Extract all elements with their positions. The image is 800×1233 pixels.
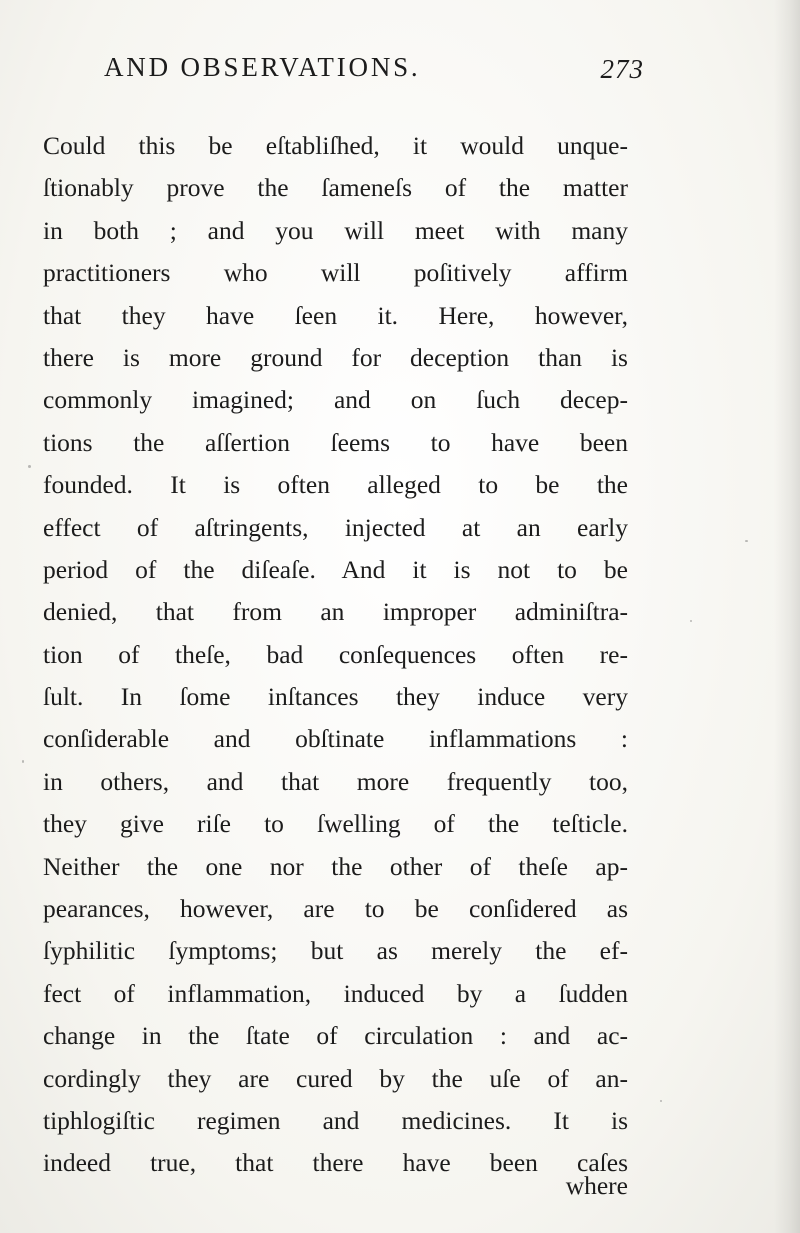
text-line: ſtionably prove the ſameneſs of the matter [43,173,628,203]
page-number: 273 [600,54,644,84]
page-edge-shadow [774,0,800,1233]
text-line: Could this be eſtabliſhed, it would unque- [43,131,628,160]
paper-speck [22,760,24,763]
text-line: in both ; and you will meet with many [43,215,628,245]
text-line: they give riſe to ſwelling of the teſticle. [43,809,628,839]
text-line: practitioners who will poſitively affirm [43,258,628,288]
paper-speck [745,540,748,542]
text-line: ſult. In ſome inſtances they induce very [43,682,628,712]
body-text [43,125,628,1185]
text-line: founded. It is often alleged to be the [43,470,628,500]
text-line: period of the diſeaſe. And it is not to be [43,554,628,584]
running-head [104,52,644,92]
text-line: that they have ſeen it. Here, however, [43,300,628,330]
text-line: pearances, however, are to be conſidered as [43,894,628,924]
paper-speck [28,465,31,468]
text-line: ſyphilitic ſymptoms; but as merely the ef- [43,936,628,966]
text-line: indeed true, that there have been caſes [43,1148,628,1178]
text-line: effect of aſtringents, injected at an early [43,512,628,542]
text-line: cordingly they are cured by the uſe of an- [43,1063,628,1093]
text-line: fect of inflammation, induced by a ſudden [43,978,628,1008]
text-line: there is more ground for deception than is [43,342,628,372]
running-title: AND OBSERVATIONS. [104,52,421,82]
text-line: commonly imagined; and on ſuch decep- [43,385,628,415]
text-line: in others, and that more frequently too, [43,766,628,796]
paper-speck [690,620,692,622]
text-line: tiphlogiſtic regimen and medicines. It is [43,1105,628,1135]
catchword: where [565,1171,628,1200]
text-line: tion of theſe, bad conſequences often re- [43,639,628,669]
text-line: Neither the one nor the other of theſe ap- [43,851,628,881]
text-line: tions the aſſertion ſeems to have been [43,427,628,457]
text-line: change in the ſtate of circulation : and ac- [43,1021,628,1051]
paper-speck [660,1100,662,1102]
text-line: denied, that from an improper adminiſtra- [43,597,628,627]
text-line: conſiderable and obſtinate inflammations : [43,724,628,754]
